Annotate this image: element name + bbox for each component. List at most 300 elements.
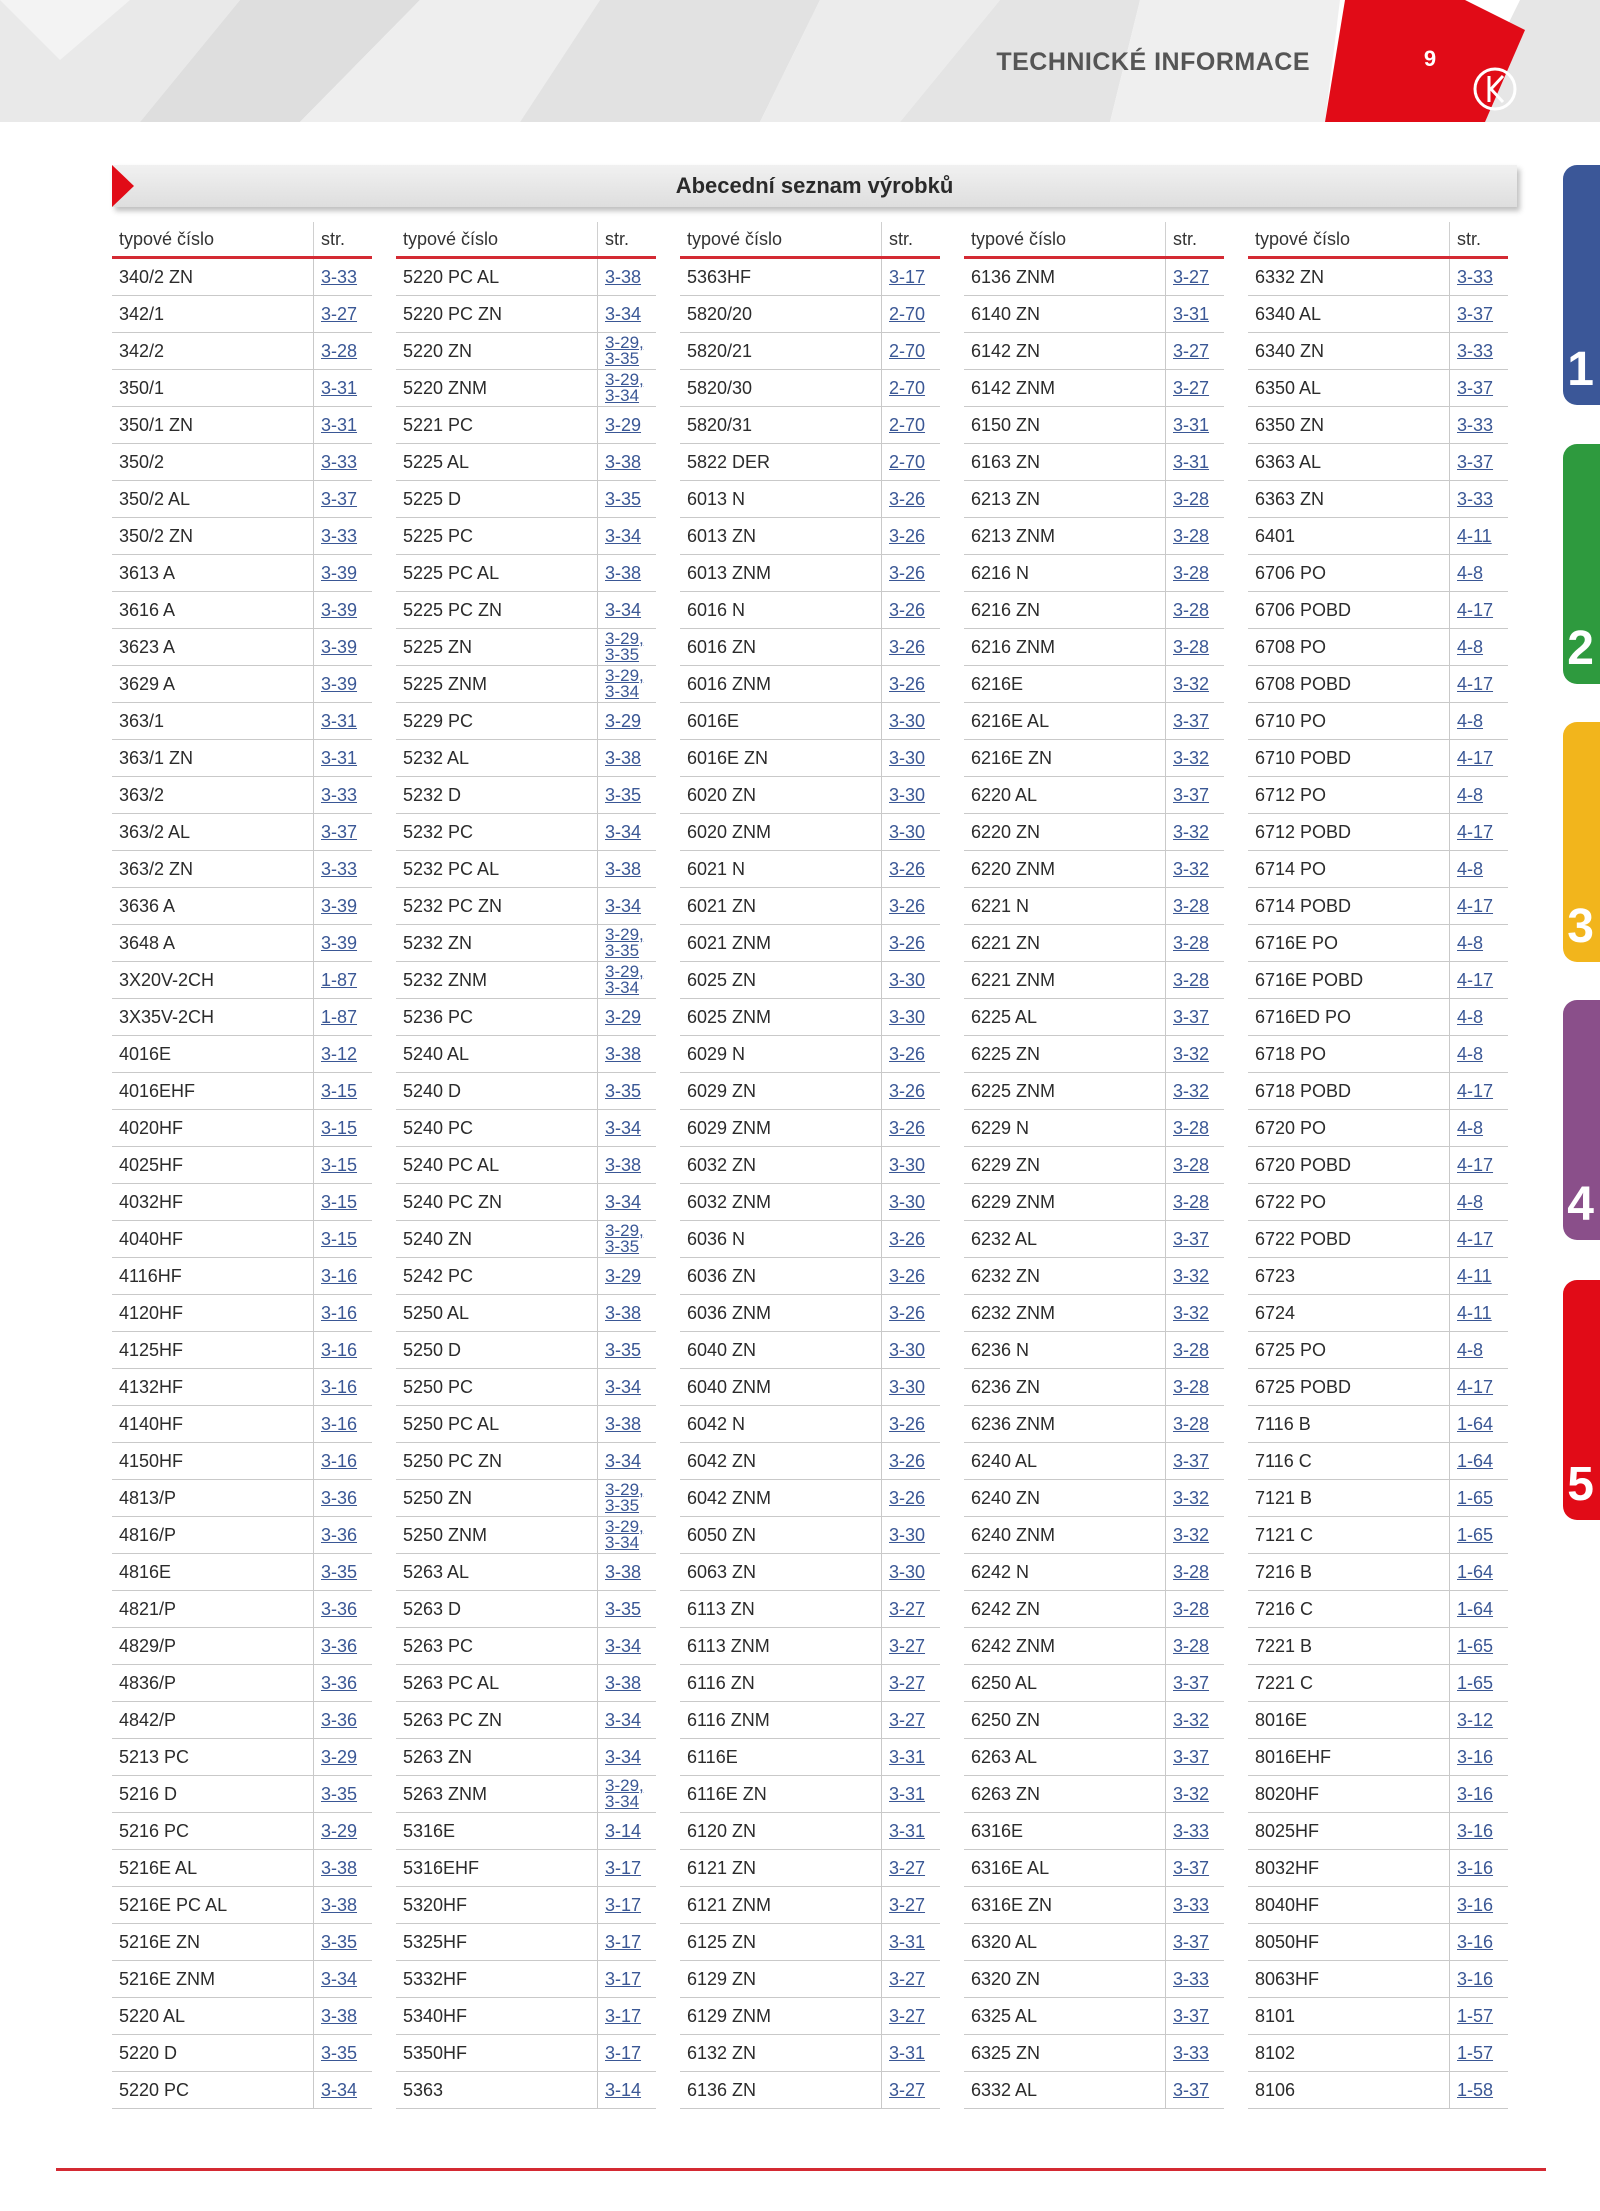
page-link[interactable]: 3-30	[882, 962, 941, 999]
page-link[interactable]: 3-38	[598, 555, 657, 592]
table-row	[680, 851, 940, 888]
page-link[interactable]: 3-37	[1166, 777, 1225, 814]
page-link[interactable]: 3-27	[882, 1887, 941, 1924]
table-row	[680, 1147, 940, 1184]
page-link[interactable]: 3-32	[1166, 1295, 1225, 1332]
page-link[interactable]: 1-57	[1450, 1998, 1509, 2035]
product-code: 4816E	[112, 1554, 314, 1591]
table-row	[680, 1628, 940, 1665]
page-link[interactable]: 4-11	[1450, 518, 1509, 555]
page-link[interactable]: 1-65	[1450, 1665, 1509, 1702]
page-link[interactable]: 4-8	[1450, 777, 1509, 814]
page-link[interactable]: 3-30	[882, 1184, 941, 1221]
page-link[interactable]: 3-37	[1450, 296, 1509, 333]
page-link[interactable]: 3-29, 3-35	[598, 333, 657, 370]
page-link[interactable]: 3-27	[882, 1961, 941, 1998]
page-link[interactable]: 3-29, 3-35	[598, 1480, 657, 1517]
page-link[interactable]: 1-64	[1450, 1554, 1509, 1591]
chapter-tab-label: 5	[1567, 1458, 1594, 1511]
page-link[interactable]: 3-30	[882, 777, 941, 814]
table-row	[680, 1073, 940, 1110]
table-row	[112, 2072, 372, 2109]
product-code: 342/2	[112, 333, 314, 370]
page-link[interactable]: 3-37	[1166, 1924, 1225, 1961]
page-link[interactable]: 3-34	[598, 1702, 657, 1739]
page-link[interactable]: 3-37	[1166, 2072, 1225, 2109]
page-link[interactable]: 3-33	[314, 851, 373, 888]
page-link[interactable]: 3-31	[1166, 444, 1225, 481]
page-link[interactable]: 4-8	[1450, 555, 1509, 592]
page-link[interactable]: 4-17	[1450, 962, 1509, 999]
page-link[interactable]: 3-29	[598, 1258, 657, 1295]
page-link[interactable]: 1-57	[1450, 2035, 1509, 2072]
page-link[interactable]: 3-26	[882, 1221, 941, 1258]
page-link[interactable]: 3-29	[598, 703, 657, 740]
page-link[interactable]: 3-30	[882, 1517, 941, 1554]
page-link[interactable]: 3-37	[314, 481, 373, 518]
page-link[interactable]: 3-37	[1166, 1739, 1225, 1776]
page-link[interactable]: 3-37	[1166, 1665, 1225, 1702]
page-link[interactable]: 3-16	[1450, 1813, 1509, 1850]
page-link[interactable]: 1-58	[1450, 2072, 1509, 2109]
page-link[interactable]: 3-16	[314, 1406, 373, 1443]
page-link[interactable]: 2-70	[882, 444, 941, 481]
page-link[interactable]: 3-38	[598, 740, 657, 777]
page-link[interactable]: 3-29, 3-34	[598, 1776, 657, 1813]
product-code: 5820/21	[680, 333, 882, 370]
page-link[interactable]: 3-31	[314, 740, 373, 777]
page-link[interactable]: 3-30	[882, 1332, 941, 1369]
product-code: 6325 AL	[964, 1998, 1166, 2035]
product-code: 6220 AL	[964, 777, 1166, 814]
page-link[interactable]: 3-26	[882, 1480, 941, 1517]
page-link[interactable]: 3-31	[882, 2035, 941, 2072]
page-link[interactable]: 3-26	[882, 888, 941, 925]
chapter-tab-3[interactable]	[1563, 722, 1600, 962]
page-link[interactable]: 3-26	[882, 1073, 941, 1110]
page-link[interactable]: 3-29, 3-34	[598, 666, 657, 703]
page-link[interactable]: 3-28	[1166, 1554, 1225, 1591]
product-code: 6340 AL	[1248, 296, 1450, 333]
page-link[interactable]: 3-36	[314, 1517, 373, 1554]
page-link[interactable]: 3-26	[882, 1295, 941, 1332]
page-link[interactable]: 3-28	[1166, 592, 1225, 629]
table-row	[964, 666, 1224, 703]
page-link[interactable]: 3-17	[882, 258, 941, 296]
product-code: 363/2	[112, 777, 314, 814]
page-link[interactable]: 3-35	[598, 481, 657, 518]
page-link[interactable]: 3-35	[314, 2035, 373, 2072]
table-row	[964, 1998, 1224, 2035]
page-link[interactable]: 3-32	[1166, 1480, 1225, 1517]
page-link[interactable]: 3-35	[598, 777, 657, 814]
product-code: 5250 ZNM	[396, 1517, 598, 1554]
product-code: 6216 ZN	[964, 592, 1166, 629]
page-link[interactable]: 3-29, 3-35	[598, 925, 657, 962]
page-link[interactable]: 3-30	[882, 1147, 941, 1184]
page-link[interactable]: 4-8	[1450, 851, 1509, 888]
page-link[interactable]: 3-38	[314, 1998, 373, 2035]
page-link[interactable]: 3-34	[598, 518, 657, 555]
page-link[interactable]: 3-32	[1166, 1776, 1225, 1813]
page-link[interactable]: 3-31	[882, 1739, 941, 1776]
page-link[interactable]: 3-36	[314, 1591, 373, 1628]
page-link[interactable]: 2-70	[882, 333, 941, 370]
product-code: 6120 ZN	[680, 1813, 882, 1850]
product-code: 350/2 AL	[112, 481, 314, 518]
page-link[interactable]: 3-30	[882, 740, 941, 777]
page-link[interactable]: 3-27	[1166, 370, 1225, 407]
chapter-tab-2[interactable]	[1563, 444, 1600, 684]
page-link[interactable]: 3-38	[598, 1036, 657, 1073]
page-link[interactable]: 3-16	[1450, 1776, 1509, 1813]
page-link[interactable]: 3-26	[882, 629, 941, 666]
page-link[interactable]: 3-26	[882, 1443, 941, 1480]
page-link[interactable]: 3-34	[598, 814, 657, 851]
page-link[interactable]: 3-37	[1450, 370, 1509, 407]
page-link[interactable]: 3-34	[598, 296, 657, 333]
page-link[interactable]: 3-15	[314, 1110, 373, 1147]
page-link[interactable]: 3-28	[1166, 481, 1225, 518]
table-row	[680, 1961, 940, 1998]
page-link[interactable]: 3-29	[598, 999, 657, 1036]
page-link[interactable]: 3-26	[882, 592, 941, 629]
page-link[interactable]: 2-70	[882, 407, 941, 444]
page-link[interactable]: 3-32	[1166, 814, 1225, 851]
page-link[interactable]: 3-31	[882, 1813, 941, 1850]
page-link[interactable]: 3-31	[1166, 296, 1225, 333]
page-link[interactable]: 3-15	[314, 1184, 373, 1221]
page-link[interactable]: 1-65	[1450, 1480, 1509, 1517]
page-link[interactable]: 3-36	[314, 1702, 373, 1739]
page-link[interactable]: 4-17	[1450, 888, 1509, 925]
product-code: 6220 ZNM	[964, 851, 1166, 888]
page-link[interactable]: 3-38	[598, 1147, 657, 1184]
page-link[interactable]: 3-33	[1166, 1813, 1225, 1850]
page-link[interactable]: 3-36	[314, 1480, 373, 1517]
page-link[interactable]: 3-28	[1166, 1147, 1225, 1184]
page-link[interactable]: 3-39	[314, 592, 373, 629]
product-code: 5225 PC ZN	[396, 592, 598, 629]
page-link[interactable]: 3-32	[1166, 1036, 1225, 1073]
page-link[interactable]: 3-32	[1166, 666, 1225, 703]
page-link[interactable]: 3-35	[314, 1554, 373, 1591]
page-link[interactable]: 3-37	[1166, 1850, 1225, 1887]
page-link[interactable]: 1-65	[1450, 1628, 1509, 1665]
page-link[interactable]: 3-37	[1166, 1998, 1225, 2035]
table-row	[680, 888, 940, 925]
product-code: 5263 PC	[396, 1628, 598, 1665]
page-link[interactable]: 3-33	[1450, 258, 1509, 296]
page-link[interactable]: 3-33	[314, 258, 373, 296]
page-link[interactable]: 3-14	[598, 2072, 657, 2109]
page-link[interactable]: 3-32	[1166, 1258, 1225, 1295]
product-code: 5225 ZNM	[396, 666, 598, 703]
page-link[interactable]: 3-15	[314, 1073, 373, 1110]
page-link[interactable]: 3-34	[598, 1184, 657, 1221]
page-link[interactable]: 3-37	[314, 814, 373, 851]
page-link[interactable]: 3-39	[314, 888, 373, 925]
table-row	[396, 1443, 656, 1480]
page-link[interactable]: 3-16	[1450, 1739, 1509, 1776]
page-link[interactable]: 4-8	[1450, 1036, 1509, 1073]
page-link[interactable]: 3-26	[882, 925, 941, 962]
page-link[interactable]: 3-15	[314, 1147, 373, 1184]
page-link[interactable]: 3-33	[1450, 481, 1509, 518]
chapter-tab-5[interactable]	[1563, 1280, 1600, 1520]
page-link[interactable]: 3-31	[314, 370, 373, 407]
page-link[interactable]: 3-12	[314, 1036, 373, 1073]
page-link[interactable]: 3-33	[1166, 1887, 1225, 1924]
page-link[interactable]: 3-16	[314, 1332, 373, 1369]
page-link[interactable]: 3-35	[598, 1073, 657, 1110]
page-link[interactable]: 3-16	[1450, 1961, 1509, 1998]
page-link[interactable]: 3-27	[314, 296, 373, 333]
page-link[interactable]: 3-33	[1166, 2035, 1225, 2072]
page-link[interactable]: 3-34	[598, 592, 657, 629]
page-link[interactable]: 3-38	[598, 1665, 657, 1702]
page-link[interactable]: 3-38	[598, 851, 657, 888]
page-link[interactable]: 3-17	[598, 1850, 657, 1887]
page-link[interactable]: 3-30	[882, 703, 941, 740]
page-link[interactable]: 4-8	[1450, 703, 1509, 740]
page-link[interactable]: 3-29, 3-34	[598, 370, 657, 407]
product-code: 4132HF	[112, 1369, 314, 1406]
page-link[interactable]: 3-33	[314, 777, 373, 814]
page-link[interactable]: 3-34	[314, 1961, 373, 1998]
page-link[interactable]: 3-35	[314, 1924, 373, 1961]
page-link[interactable]: 3-26	[882, 851, 941, 888]
page-link[interactable]: 3-28	[1166, 1591, 1225, 1628]
page-link[interactable]: 3-37	[1166, 1443, 1225, 1480]
chapter-tab-1[interactable]	[1563, 165, 1600, 405]
page-link[interactable]: 3-28	[1166, 1332, 1225, 1369]
page-link[interactable]: 3-26	[882, 518, 941, 555]
page-link[interactable]: 3-27	[882, 1850, 941, 1887]
page-link[interactable]: 3-37	[1166, 999, 1225, 1036]
page-link[interactable]: 3-12	[1450, 1702, 1509, 1739]
page-link[interactable]: 3-28	[1166, 518, 1225, 555]
page-link[interactable]: 3-31	[314, 703, 373, 740]
product-code: 6113 ZN	[680, 1591, 882, 1628]
page-link[interactable]: 3-28	[1166, 1406, 1225, 1443]
page-link[interactable]: 1-64	[1450, 1443, 1509, 1480]
page-link[interactable]: 3-26	[882, 1406, 941, 1443]
page-link[interactable]: 3-31	[314, 407, 373, 444]
table-row	[396, 1369, 656, 1406]
page-link[interactable]: 3-28	[1166, 888, 1225, 925]
page-link[interactable]: 3-35	[314, 1776, 373, 1813]
page-link[interactable]: 3-17	[598, 1924, 657, 1961]
table-row	[1248, 1813, 1508, 1850]
table-row	[112, 592, 372, 629]
page-link[interactable]: 3-35	[598, 1332, 657, 1369]
page-link[interactable]: 3-29	[598, 407, 657, 444]
page-link[interactable]: 4-8	[1450, 1110, 1509, 1147]
product-code: 5320HF	[396, 1887, 598, 1924]
page-link[interactable]: 3-29, 3-35	[598, 1221, 657, 1258]
page-link[interactable]: 3-28	[1166, 1184, 1225, 1221]
page-link[interactable]: 3-38	[598, 258, 657, 296]
table-row	[964, 333, 1224, 370]
page-link[interactable]: 4-17	[1450, 1073, 1509, 1110]
page-link[interactable]: 3-27	[882, 1998, 941, 2035]
page-link[interactable]: 3-16	[314, 1369, 373, 1406]
page-link[interactable]: 3-31	[882, 1776, 941, 1813]
page-link[interactable]: 3-28	[1166, 1110, 1225, 1147]
product-code: 5225 ZN	[396, 629, 598, 666]
page-link[interactable]: 4-11	[1450, 1258, 1509, 1295]
page-link[interactable]: 4-8	[1450, 1184, 1509, 1221]
chapter-tab-4[interactable]	[1563, 1000, 1600, 1240]
page-link[interactable]: 2-70	[882, 370, 941, 407]
page-link[interactable]: 1-87	[314, 999, 373, 1036]
page-link[interactable]: 3-36	[314, 1665, 373, 1702]
page-link[interactable]: 3-14	[598, 1813, 657, 1850]
page-link[interactable]: 3-16	[314, 1295, 373, 1332]
page-link[interactable]: 2-70	[882, 296, 941, 333]
page-link[interactable]: 3-37	[1166, 703, 1225, 740]
page-link[interactable]: 3-16	[1450, 1850, 1509, 1887]
page-link[interactable]: 3-27	[882, 2072, 941, 2109]
page-link[interactable]: 3-28	[1166, 629, 1225, 666]
table-row	[1248, 851, 1508, 888]
page-link[interactable]: 4-17	[1450, 814, 1509, 851]
page-link[interactable]: 4-8	[1450, 999, 1509, 1036]
page-link[interactable]: 3-34	[598, 1369, 657, 1406]
page-link[interactable]: 3-17	[598, 2035, 657, 2072]
page-link[interactable]: 3-27	[1166, 258, 1225, 296]
page-link[interactable]: 3-30	[882, 814, 941, 851]
page-link[interactable]: 3-26	[882, 1258, 941, 1295]
page-link[interactable]: 3-28	[1166, 962, 1225, 999]
page-link[interactable]: 4-17	[1450, 1147, 1509, 1184]
page-link[interactable]: 3-15	[314, 1221, 373, 1258]
page-link[interactable]: 3-16	[1450, 1924, 1509, 1961]
page-link[interactable]: 3-28	[1166, 555, 1225, 592]
page-link[interactable]: 3-29, 3-34	[598, 1517, 657, 1554]
page-link[interactable]: 3-39	[314, 666, 373, 703]
page-link[interactable]: 3-31	[1166, 407, 1225, 444]
page-link[interactable]: 4-17	[1450, 1221, 1509, 1258]
page-link[interactable]: 3-28	[314, 333, 373, 370]
table-row	[112, 814, 372, 851]
page-link[interactable]: 3-32	[1166, 740, 1225, 777]
page-link[interactable]: 3-26	[882, 555, 941, 592]
page-link[interactable]: 1-87	[314, 962, 373, 999]
page-link[interactable]: 3-32	[1166, 1073, 1225, 1110]
page-link[interactable]: 3-29	[314, 1813, 373, 1850]
page-link[interactable]: 3-33	[314, 444, 373, 481]
page-link[interactable]: 3-33	[1450, 333, 1509, 370]
page-link[interactable]: 3-28	[1166, 1628, 1225, 1665]
page-link[interactable]: 3-30	[882, 999, 941, 1036]
product-code: 5250 ZN	[396, 1480, 598, 1517]
page-link[interactable]: 4-17	[1450, 1369, 1509, 1406]
page-link[interactable]: 4-17	[1450, 740, 1509, 777]
page-link[interactable]: 3-34	[598, 1110, 657, 1147]
page-link[interactable]: 3-32	[1166, 1702, 1225, 1739]
page-link[interactable]: 3-28	[1166, 925, 1225, 962]
table-row	[680, 444, 940, 481]
page-link[interactable]: 3-33	[314, 518, 373, 555]
table-row	[680, 777, 940, 814]
table-row	[964, 481, 1224, 518]
page-link[interactable]: 3-16	[314, 1443, 373, 1480]
page-link[interactable]: 4-8	[1450, 1332, 1509, 1369]
page-link[interactable]: 3-30	[882, 1554, 941, 1591]
page-link[interactable]: 3-38	[598, 1554, 657, 1591]
page-link[interactable]: 3-37	[1166, 1221, 1225, 1258]
page-link[interactable]: 1-64	[1450, 1406, 1509, 1443]
page-link[interactable]: 3-38	[314, 1887, 373, 1924]
page-link[interactable]: 3-32	[1166, 1517, 1225, 1554]
product-code: 6129 ZN	[680, 1961, 882, 1998]
page-link[interactable]: 3-26	[882, 666, 941, 703]
page-link[interactable]: 3-27	[882, 1702, 941, 1739]
page-link[interactable]: 3-38	[598, 444, 657, 481]
page-link[interactable]: 3-34	[598, 1739, 657, 1776]
page-link[interactable]: 3-27	[882, 1591, 941, 1628]
page-link[interactable]: 3-28	[1166, 1369, 1225, 1406]
page-link[interactable]: 3-34	[598, 1628, 657, 1665]
page-link[interactable]: 3-31	[882, 1924, 941, 1961]
page-link[interactable]: 4-11	[1450, 1295, 1509, 1332]
page-link[interactable]: 3-34	[598, 1443, 657, 1480]
product-code: 363/1	[112, 703, 314, 740]
page-link[interactable]: 4-8	[1450, 629, 1509, 666]
page-link[interactable]: 3-16	[1450, 1887, 1509, 1924]
page-link[interactable]: 3-37	[1450, 444, 1509, 481]
page-link[interactable]: 3-39	[314, 925, 373, 962]
page-link[interactable]: 3-17	[598, 1887, 657, 1924]
page-link[interactable]: 3-27	[882, 1665, 941, 1702]
page-link[interactable]: 1-64	[1450, 1591, 1509, 1628]
page-link[interactable]: 3-36	[314, 1628, 373, 1665]
page-link[interactable]: 3-35	[598, 1591, 657, 1628]
page-link[interactable]: 3-29	[314, 1739, 373, 1776]
table-row	[396, 481, 656, 518]
page-link[interactable]: 3-39	[314, 629, 373, 666]
page-link[interactable]: 3-32	[1166, 851, 1225, 888]
page-link[interactable]: 3-17	[598, 1998, 657, 2035]
page-link[interactable]: 3-30	[882, 1369, 941, 1406]
page-link[interactable]: 3-26	[882, 1110, 941, 1147]
page-link[interactable]: 3-38	[598, 1406, 657, 1443]
page-link[interactable]: 3-16	[314, 1258, 373, 1295]
page-link[interactable]: 3-26	[882, 481, 941, 518]
page-link[interactable]: 3-34	[598, 888, 657, 925]
page-link[interactable]: 3-27	[1166, 333, 1225, 370]
page-link[interactable]: 3-26	[882, 1036, 941, 1073]
page-link[interactable]: 4-17	[1450, 666, 1509, 703]
page-link[interactable]: 3-38	[598, 1295, 657, 1332]
page-link[interactable]: 3-34	[314, 2072, 373, 2109]
page-link[interactable]: 3-29, 3-34	[598, 962, 657, 999]
product-code: 5250 PC AL	[396, 1406, 598, 1443]
page-link[interactable]: 3-38	[314, 1850, 373, 1887]
product-code: 3636 A	[112, 888, 314, 925]
page-link[interactable]: 1-65	[1450, 1517, 1509, 1554]
page-link[interactable]: 3-17	[598, 1961, 657, 1998]
page-link[interactable]: 3-29, 3-35	[598, 629, 657, 666]
page-link[interactable]: 3-33	[1166, 1961, 1225, 1998]
page-link[interactable]: 3-33	[1450, 407, 1509, 444]
page-link[interactable]: 3-39	[314, 555, 373, 592]
page-link[interactable]: 4-17	[1450, 592, 1509, 629]
page-link[interactable]: 4-8	[1450, 925, 1509, 962]
page-link[interactable]: 3-27	[882, 1628, 941, 1665]
